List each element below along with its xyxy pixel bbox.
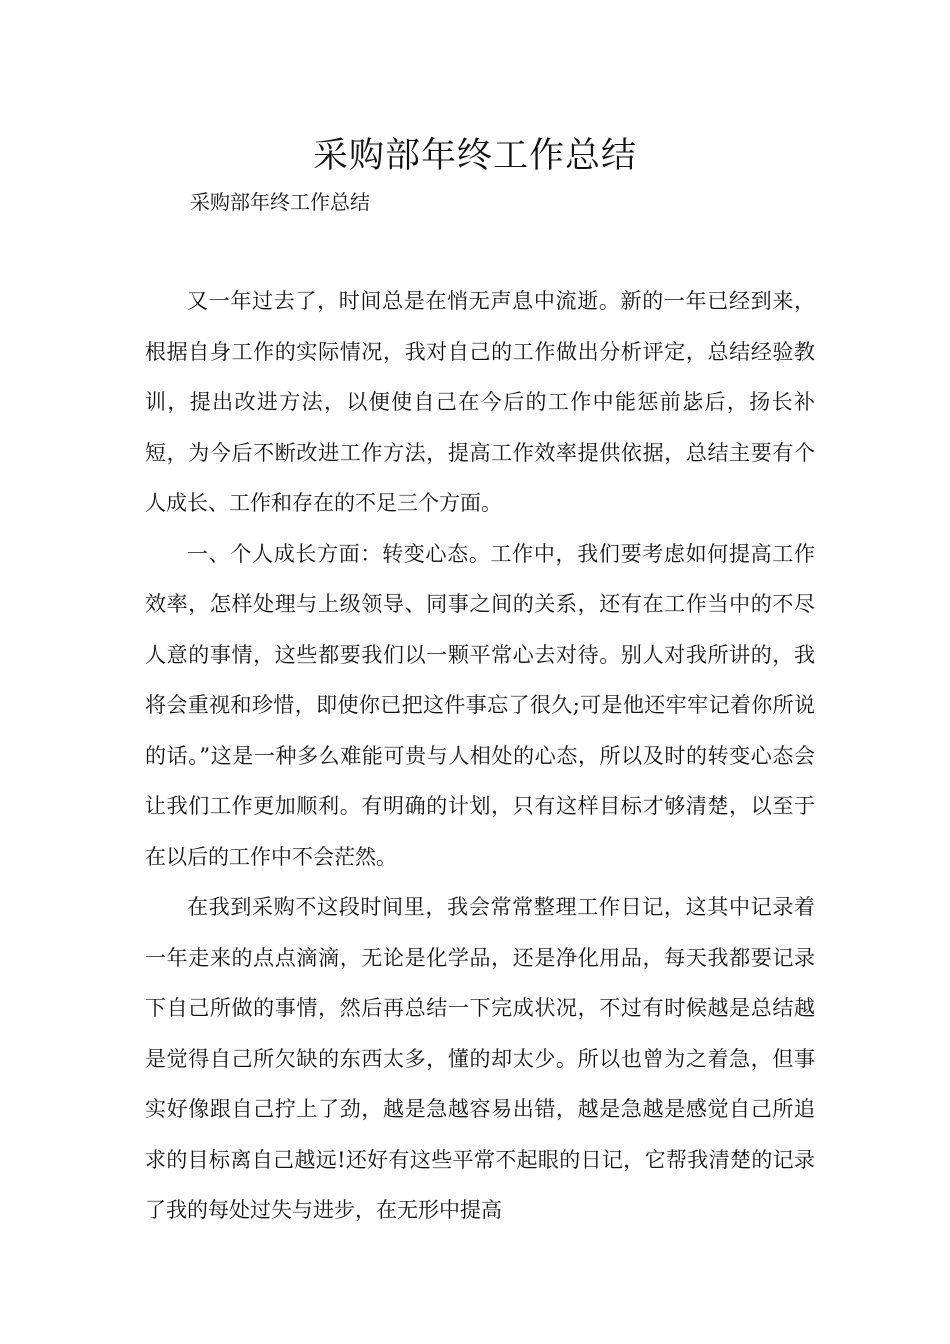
document-body: [145, 276, 815, 1236]
paragraph-intro: 又一年过去了，时间总是在悄无声息中流逝。新的一年已经到来，根据自身工作的实际情况，我对自己的工作做出分析评定，总结经验教训，提出改进方法，以便使自己在今后的工作中能惩前毖后，扬长补短，为今后不断改进工作方法，提高工作效率提供依据，总结主要有个人成长、工作和存在的不足三个方面。: [145, 289, 815, 515]
document-title: 采购部年终工作总结: [312, 136, 637, 176]
document-subtitle: 采购部年终工作总结: [190, 190, 370, 214]
paragraph-work-diary: 在我到采购不这段时间里，我会常常整理工作日记，这其中记录着一年走来的点点滴滴，无论是化学品，还是净化用品，每天我都要记录下自己所做的事情，然后再总结一下完成状况，不过有时候越是总结越是觉得自己所欠缺的东西太多，懂的却太少。所以也曾为之着急，但事实好像跟自己拧上了劲，越是急越容易出错，越是急越是感觉自己所追求的目标离自己越远!还好有这些平常不起眼的日记，它帮我清楚的记录了我的每处过失与进步，在无形中提高: [145, 895, 815, 1222]
paragraph-personal-growth: 一、个人成长方面：转变心态。工作中，我们要考虑如何提高工作效率，怎样处理与上级领导、同事之间的关系，还有在工作当中的不尽人意的事情，这些都要我们以一颗平常心去对待。别人对我所讲的，我将会重视和珍惜，即使你已把这件事忘了很久;可是他还牢牢记着你所说的话。”这是一种多么难能可贵与人相处的心态，所以及时的转变心态会让我们工作更加顺利。有明确的计划，只有这样目标才够清楚，以至于在以后的工作中不会茫然。: [145, 541, 815, 869]
